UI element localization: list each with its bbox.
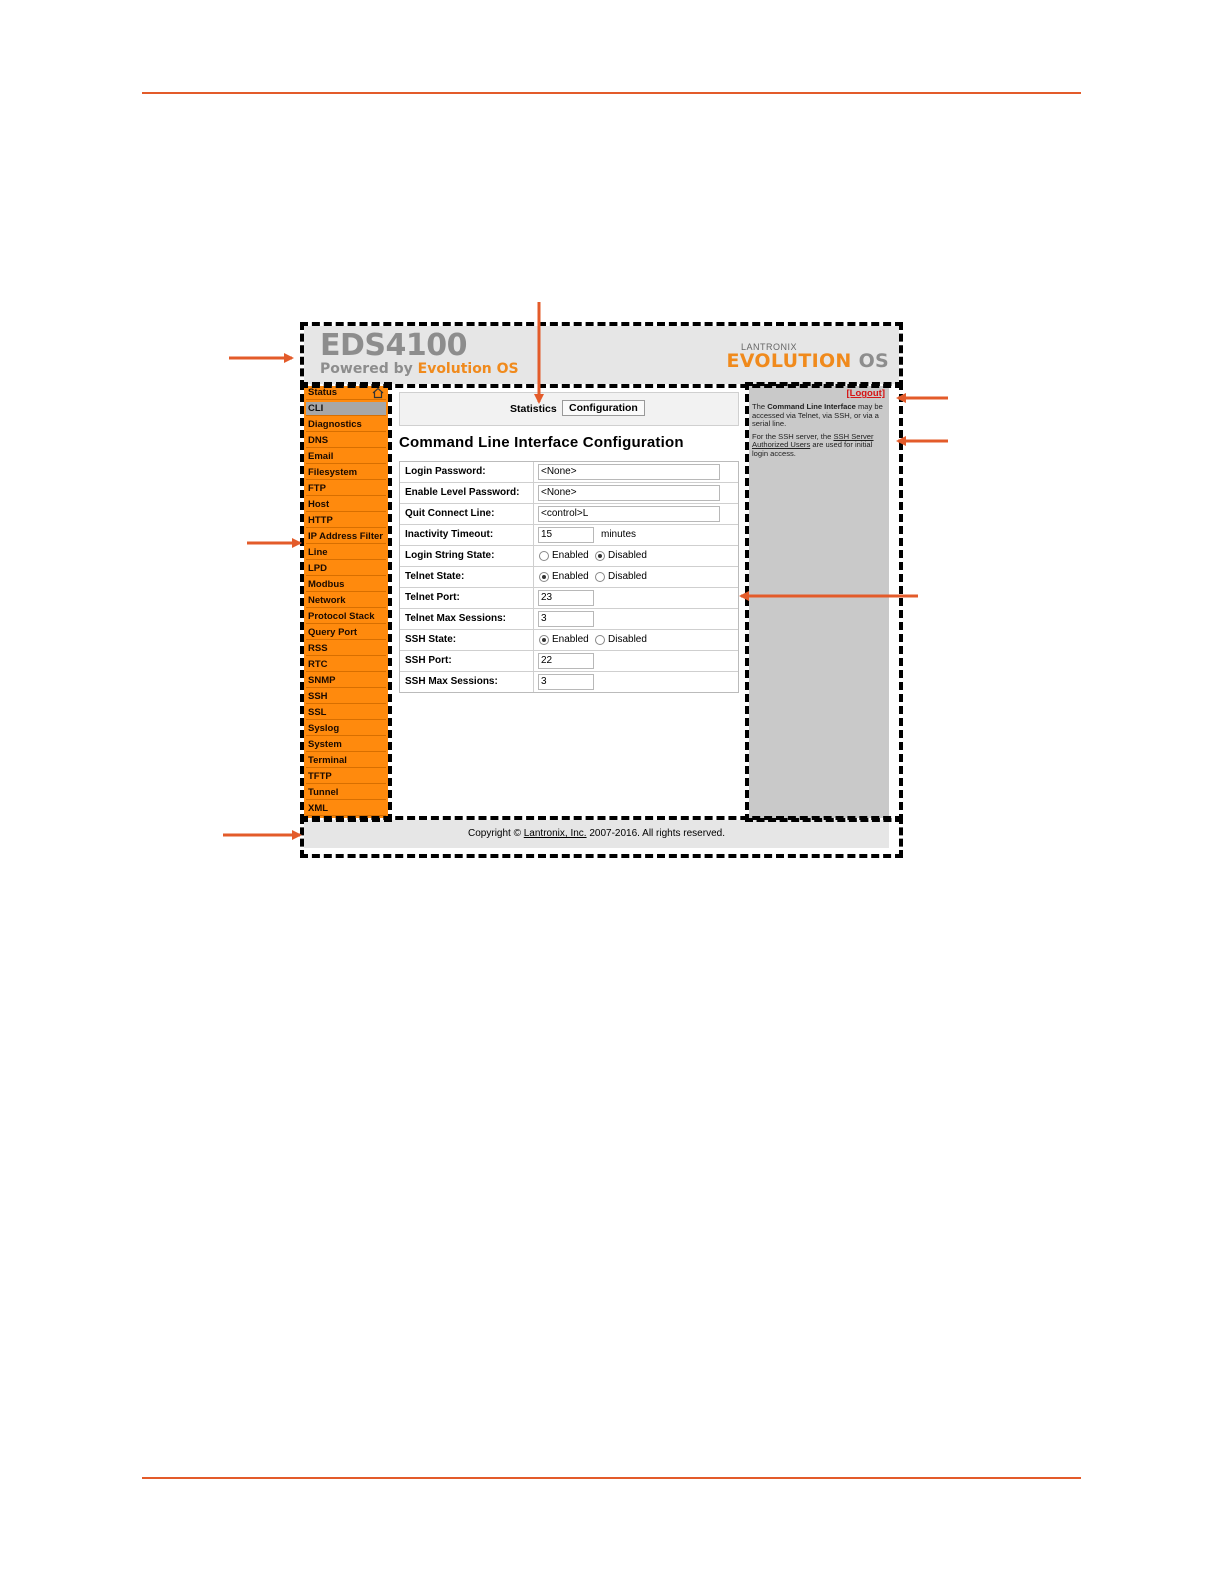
sidebar-item-label: Terminal xyxy=(308,755,347,766)
sidebar-item-label: Status xyxy=(308,387,338,398)
radio-label: Enabled xyxy=(552,634,589,645)
powered-brand: Evolution OS xyxy=(417,361,519,377)
field-label: Telnet Port: xyxy=(405,592,460,603)
product-name: EDS4100 xyxy=(320,328,467,363)
powered-prefix: Powered by xyxy=(320,361,413,377)
sidebar-item-label: XML xyxy=(308,803,329,814)
radio-label: Disabled xyxy=(608,571,647,582)
sidebar-item-label: FTP xyxy=(308,483,326,494)
sidebar-item-label: SSH xyxy=(308,691,328,702)
sidebar-item-label: Syslog xyxy=(308,723,340,734)
enable-password-field[interactable]: <None> xyxy=(538,485,720,501)
field-label: SSH Port: xyxy=(405,655,452,666)
logout-link[interactable]: [Logout] xyxy=(846,388,885,399)
tab-configuration[interactable]: Configuration xyxy=(562,400,645,416)
sidebar-item-label: Network xyxy=(308,595,346,606)
help-text-part: For the SSH server, the xyxy=(752,431,834,441)
sidebar-item-label: RTC xyxy=(308,659,328,670)
login-password-field[interactable]: <None> xyxy=(538,464,720,480)
sidebar-item-label: System xyxy=(308,739,342,750)
sidebar-item-label: Host xyxy=(308,499,330,510)
unit-label: minutes xyxy=(601,529,637,540)
sidebar-item-label: Query Port xyxy=(308,627,358,638)
page-title: Command Line Interface Configuration xyxy=(399,434,684,451)
sidebar-item-label: RSS xyxy=(308,643,328,654)
telnet-max-sessions-field[interactable]: 3 xyxy=(538,611,594,627)
sidebar-item-label: HTTP xyxy=(308,515,333,526)
ssh-max-sessions-field[interactable]: 3 xyxy=(538,674,594,690)
sidebar-item-label: SSL xyxy=(308,707,327,718)
field-label: Quit Connect Line: xyxy=(405,508,495,519)
help-text-part: The xyxy=(752,402,768,411)
field-label: Login Password: xyxy=(405,466,486,477)
sidebar-item-label: SNMP xyxy=(308,675,336,686)
sidebar-item-label: DNS xyxy=(308,435,329,446)
sidebar-item-label: Email xyxy=(308,451,334,462)
sidebar-item-label: Protocol Stack xyxy=(308,611,375,622)
ssh-authorized-users-link[interactable]: SSH Server Authorized Users xyxy=(752,431,874,450)
radio-label: Disabled xyxy=(608,550,647,561)
sidebar-item-label: CLI xyxy=(308,403,324,414)
telnet-port-field[interactable]: 23 xyxy=(538,590,594,606)
help-text-bold: Command Line Interface xyxy=(767,402,856,411)
sidebar-item-label: TFTP xyxy=(308,771,332,782)
help-text-part: are used for initial login access. xyxy=(752,440,873,458)
sidebar-item-label: IP Address Filter xyxy=(308,531,383,542)
sidebar-item-label: LPD xyxy=(308,563,327,574)
sidebar-item-label: Modbus xyxy=(308,579,345,590)
ssh-port-field[interactable]: 22 xyxy=(538,653,594,669)
copyright-suffix: 2007-2016. All rights reserved. xyxy=(586,828,725,839)
brand-main-text: EVOLUTION xyxy=(726,350,852,372)
copyright-prefix: Copyright © xyxy=(468,828,524,839)
field-label: Telnet Max Sessions: xyxy=(405,613,506,624)
inactivity-timeout-field[interactable]: 15 xyxy=(538,527,594,543)
field-label: Inactivity Timeout: xyxy=(405,529,494,540)
radio-label: Disabled xyxy=(608,634,647,645)
lantronix-logo-text: LANTRONIX xyxy=(740,342,797,352)
field-label: SSH Max Sessions: xyxy=(405,676,498,687)
radio-label: Enabled xyxy=(552,571,589,582)
help-text-part: may be accessed via Telnet, via SSH, or via a serial line. xyxy=(752,402,883,429)
brand-os-text: OS xyxy=(858,350,889,372)
sidebar-item-label: Tunnel xyxy=(308,787,339,798)
bottom-rule xyxy=(142,1477,1081,1479)
field-label: Enable Level Password: xyxy=(405,487,520,498)
sidebar-item-label: Diagnostics xyxy=(308,419,362,430)
tab-statistics[interactable]: Statistics xyxy=(510,403,557,415)
quit-connect-line-field[interactable]: <control>L xyxy=(538,506,720,522)
sidebar-item-label: Filesystem xyxy=(308,467,358,478)
sidebar-item-label: Line xyxy=(308,547,328,558)
field-label: Telnet State: xyxy=(405,571,465,582)
lantronix-link[interactable]: Lantronix, Inc. xyxy=(523,828,587,839)
field-label: Login String State: xyxy=(405,550,495,561)
field-label: SSH State: xyxy=(405,634,457,645)
radio-label: Enabled xyxy=(552,550,589,561)
